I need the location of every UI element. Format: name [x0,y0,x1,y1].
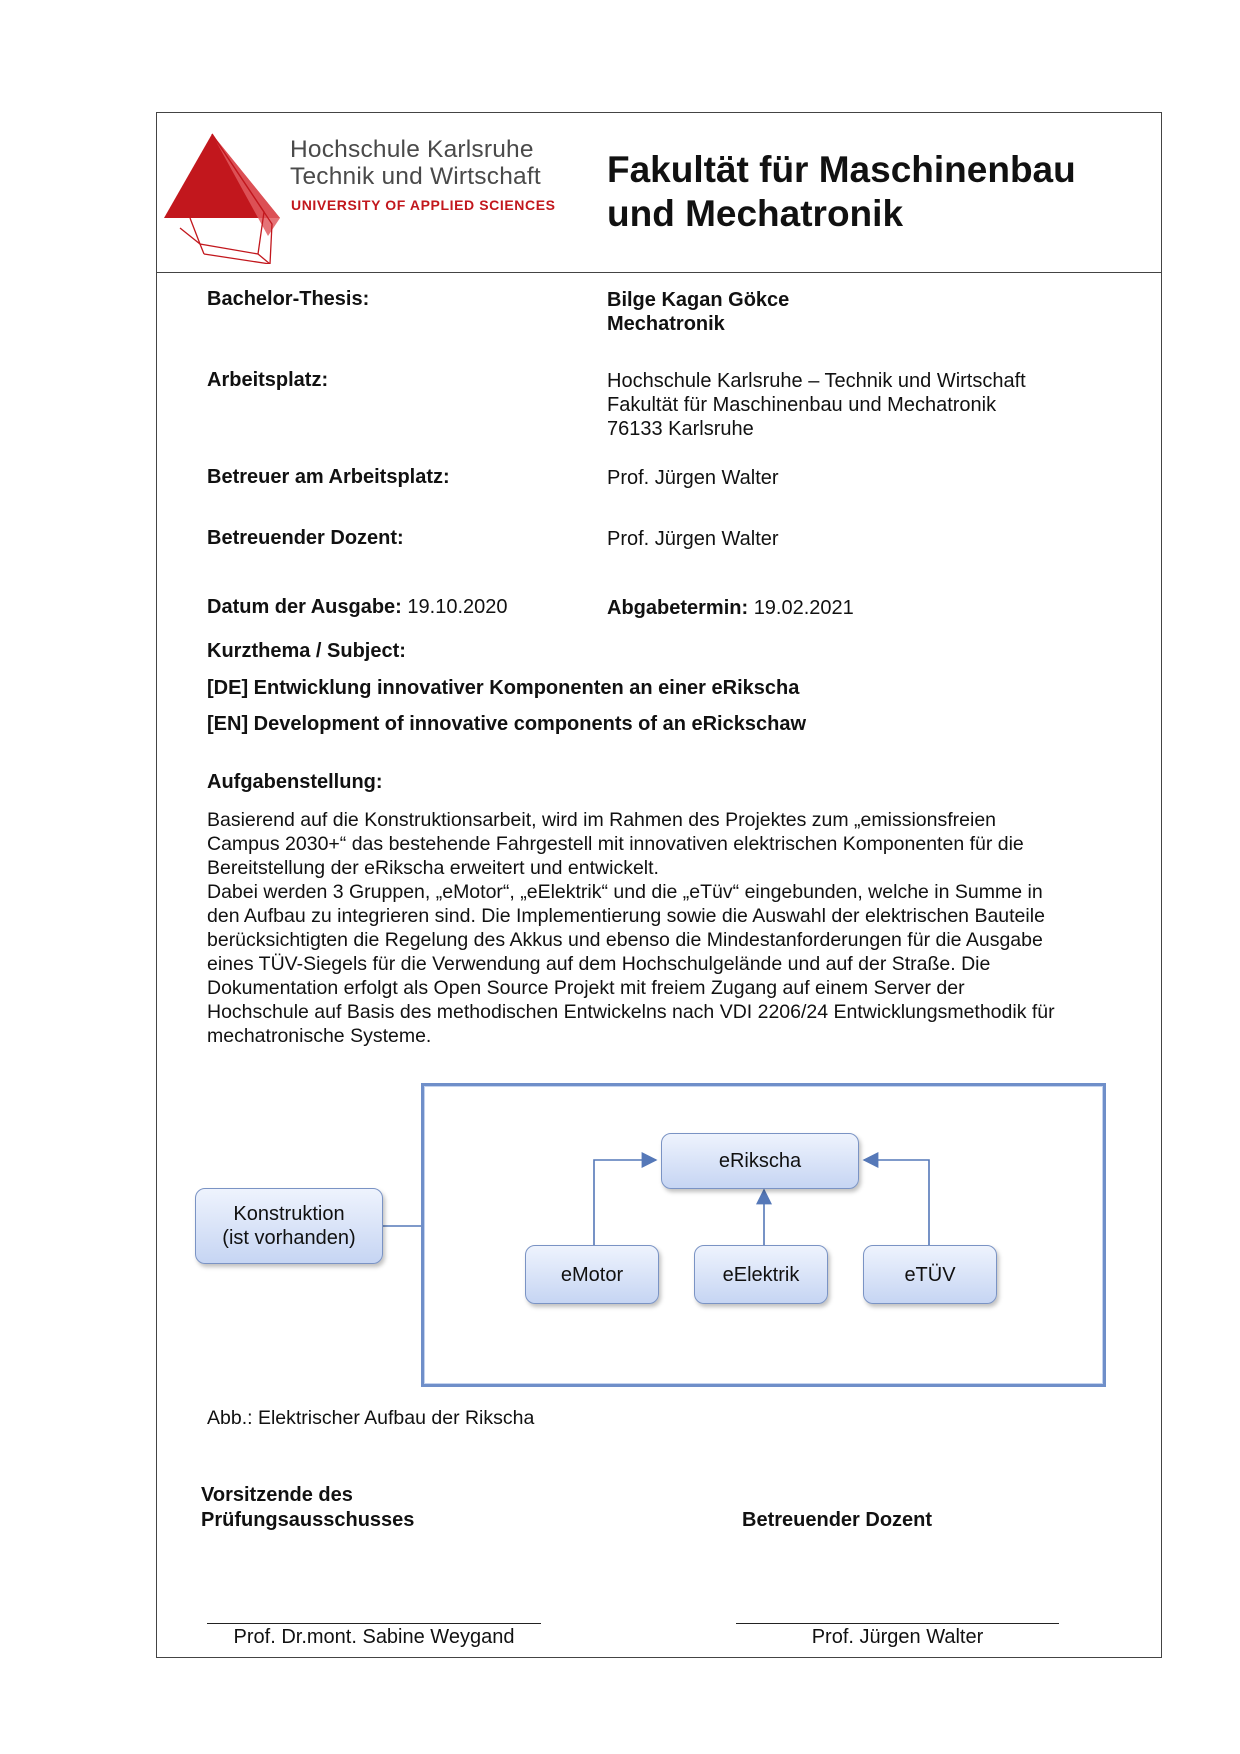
chair-name: Prof. Dr.mont. Sabine Weygand [233,1626,515,1648]
construction-node: Konstruktion (ist vorhanden) [195,1188,383,1264]
figure-caption: Abb.: Elektrischer Aufbau der Rikscha [207,1407,535,1429]
thesis-author: Bilge Kagan Gökce Mechatronik [607,289,790,335]
issue-date-label: Datum der Ausgabe: [207,596,402,618]
lecturer-signature-title: Betreuender Dozent [742,1509,933,1531]
emotor-arrow [594,1160,656,1245]
faculty-title: Fakultät für Maschinenbau und Mechatronik [607,149,1076,234]
lecturer-label: Betreuender Dozent: [207,527,404,549]
deadline-label: Abgabetermin: [607,597,749,619]
emotor-node: eMotor [525,1245,659,1304]
workplace-address: Hochschule Karlsruhe – Technik und Wirtschaft Fakultät für Maschinenbau und Mechatronik 76133 Karlsruhe [607,370,1026,440]
thesis-label: Bachelor-Thesis: [207,288,370,310]
chair-title: Vorsitzende des Prüfungsausschusses [201,1484,415,1531]
university-name: Hochschule Karlsruhe Technik und Wirtschaft [290,136,541,190]
etuev-node: eTÜV [863,1245,997,1304]
university-subtitle: UNIVERSITY OF APPLIED SCIENCES [291,197,556,213]
lecturer-value: Prof. Jürgen Walter [607,528,779,550]
supervisor-value: Prof. Jürgen Walter [607,467,779,489]
deadline-value: 19.02.2021 [753,597,854,619]
supervisor-label: Betreuer am Arbeitsplatz: [207,466,450,488]
chair-signature-line [207,1623,541,1624]
task-heading: Aufgabenstellung: [207,771,383,793]
etuev-arrow [864,1160,929,1245]
subject-en: [EN] Development of innovative components of an eRickschaw [207,713,807,735]
erikscha-node: eRikscha [661,1133,859,1189]
lecturer-signature-line [736,1623,1059,1624]
task-description: Basierend auf die Konstruktionsarbeit, wird im Rahmen des Projektes zum „emissionsfreien Campus 2030+“ das bestehende Fahrgestell mit innovativen elektrischen Komponenten für die Bereitstellung der eRikscha erweitert und entwickelt. Dabei werden 3 Gruppen, „eMotor“, „eElektrik“ und die „eTüv“ eingebunden, welche in Summe in den Aufbau zu integrieren sind. Die Implementierung sowie die Auswahl der elektrischen Bauteile berücksichtigten die Regelung des Akkus und ebenso die Mindestanforderungen für die Ausgabe eines TÜV-Siegels für die Verwendung auf dem Hochschulgelände und auf der Straße. Die Dokumentation erfolgt als Open Source Projekt mit freiem Zugang auf einem Server der Hochschule auf Basis des methodischen Entwickelns nach VDI 2206/24 Entwicklungsmethodik für mechatronische Systeme. [207,809,1055,1047]
subject-heading: Kurzthema / Subject: [207,640,406,662]
lecturer-name: Prof. Jürgen Walter [811,1626,984,1648]
subject-de: [DE] Entwicklung innovativer Komponenten an einer eRikscha [207,677,800,699]
eelektrik-node: eElektrik [694,1245,828,1304]
issue-date-value: 19.10.2020 [407,596,508,618]
workplace-label: Arbeitsplatz: [207,369,329,391]
